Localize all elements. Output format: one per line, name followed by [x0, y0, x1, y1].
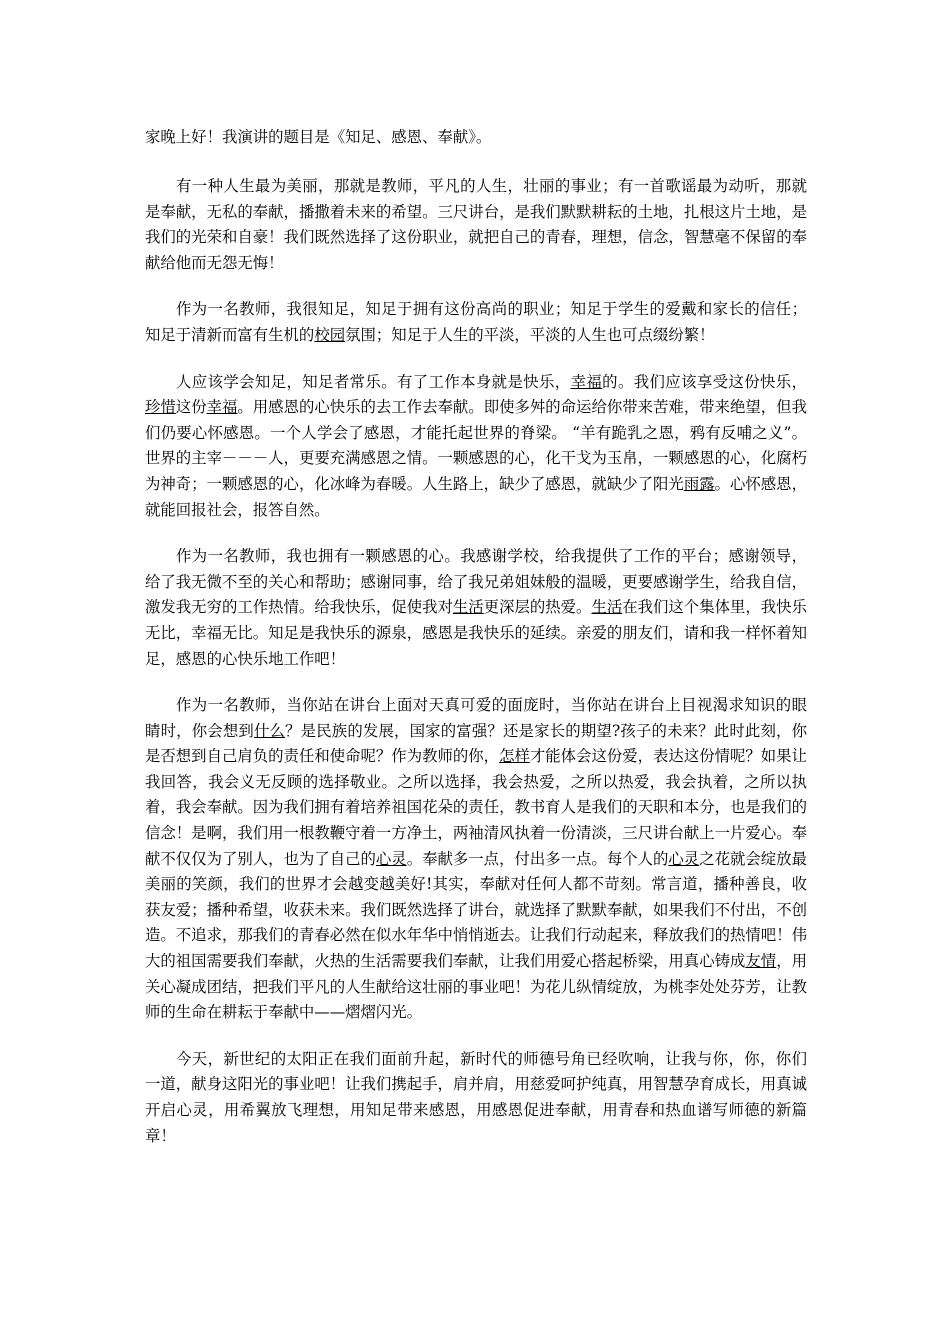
underlined-link[interactable]: 生活 — [452, 598, 484, 617]
paragraph — [145, 693, 807, 1026]
paragraph — [145, 544, 807, 672]
paragraph-text: 今天，新世纪的太阳正在我们面前升起，新时代的师德号角已经吹响，让我与你，你，你们一道，献身这阳光的事业吧！让我们携起手，肩并肩，用慈爱呵护纯真，用智慧孕育成长，用真诚开启心灵，用希翼放飞理想，用知足带来感恩，用感恩促进奉献，用青春和热血谱写师德的新篇章！ — [145, 1049, 807, 1145]
paragraph-text: 之花就会绽放最美丽的笑颜，我们的世界才会越变越美好!其实，奉献对任何人都不苛刻。常言道，播种善良，收获友爱；播种希望，收获未来。我们既然选择了讲台，就选择了默默奉献，如果我们不付出，不创造。不追求，那我们的青春必然在似水年华中悄悄逝去。让我们行动起来，释放我们的热情吧！伟大的祖国需要我们奉献，火热的生活需要我们奉献，让我们用爱心搭起桥梁，用真心铸成 — [145, 849, 807, 971]
paragraph-text: 。用感恩的心快乐的去工作去奉献。即使多舛的命运给你带来苦难，带来绝望，但我们仍要心怀感恩。一个人学会了感恩，才能托起世界的脊梁。 “羊有跪乳之恩，鸦有反哺之义”。世界的主宰－－－人，更要充满感恩之情。一颗感恩的心，化干戈为玉帛，一颗感恩的心，化腐朽为神奇；一颗感恩的心，化冰峰为春暖。人生路上，缺少了感恩，就缺少了阳光 — [145, 398, 807, 493]
paragraph — [145, 370, 807, 524]
paragraph-text: 这份 — [175, 398, 207, 417]
paragraph-text: ，用关心凝成团结，把我们平凡的人生献给这壮丽的事业吧！为花儿纵情绽放，为桃李处处芬芳，让教师的生命在耕耘于奉献中——熠熠闪光。 — [145, 952, 807, 1022]
paragraph-text: 有一种人生最为美丽，那就是教师，平凡的人生，壮丽的事业；有一首歌谣最为动听，那就是奉献，无私的奉献，播撒着未来的希望。三尺讲台，是我们默默耕耘的土地，扎根这片土地，是我们的光荣和自豪！我们既然选择了这份职业，就把自己的青春，理想，信念，智慧毫不保留的奉献给他而无怨无悔！ — [145, 177, 807, 272]
paragraph — [145, 297, 807, 348]
underlined-link[interactable]: 心灵 — [375, 849, 407, 868]
underlined-link[interactable]: 友情 — [745, 952, 777, 971]
paragraph-text: 。心怀感恩，就能回报社会，报答自然。 — [145, 474, 807, 519]
paragraph-text: 在我们这个集体里，我快乐无比，幸福无比。知足是我快乐的源泉，感恩是我快乐的延续。亲爱的朋友们，请和我一样怀着知足，感恩的心快乐地工作吧！ — [145, 598, 807, 668]
underlined-link[interactable]: 心灵 — [668, 849, 700, 868]
underlined-link[interactable]: 雨露 — [683, 474, 715, 493]
paragraph-text: 作为一名教师，我很知足，知足于拥有这份高尚的职业；知足于学生的爱戴和家长的信任；知足于清新而富有生机的 — [145, 300, 807, 344]
greeting-line: 家晚上好！我演讲的题目是《知足、感恩、奉献》。 — [145, 128, 492, 146]
paragraph-text: 人应该学会知足，知足者常乐。有了工作本身就是快乐， — [176, 372, 571, 391]
paragraph-text: ？是民族的发展，国家的富强？还是家长的期望?孩子的未来？此时此刻，你是否想到自己肩负的责任和使命呢？作为教师的你， — [145, 721, 807, 766]
underlined-link[interactable]: 幸福 — [570, 372, 603, 391]
paragraph-text: 作为一名教师，我也拥有一颗感恩的心。我感谢学校，给我提供了工作的平台；感谢领导，给了我无微不至的关心和帮助；感谢同事，给了我兄弟姐妹般的温暖，更要感谢学生，给我自信，激发我无穷的工作热情。给我快乐，促使我对 — [145, 547, 807, 617]
paragraph-text: 氛围；知足于人生的平淡，平淡的人生也可点缀纷繁！ — [345, 325, 715, 344]
paragraph-text: 。奉献多一点，付出多一点。每个人的 — [406, 849, 669, 868]
paragraph-text: 更深层的热爱。 — [483, 598, 592, 617]
underlined-link[interactable]: 珍惜 — [145, 398, 176, 417]
underlined-link[interactable]: 幸福 — [206, 398, 238, 417]
underlined-link[interactable]: 什么 — [253, 721, 286, 740]
paragraph — [145, 174, 807, 276]
paragraph-text: 作为一名教师，当你站在讲台上面对天真可爱的面庞时，当你站在讲台上目视渴求知识的眼睛时，你会想到 — [145, 696, 807, 740]
underlined-link[interactable]: 校园 — [314, 325, 346, 344]
underlined-link[interactable]: 生活 — [591, 598, 623, 617]
paragraph — [145, 1047, 807, 1149]
paragraph-text: 才能体会这份爱，表达这份情呢？如果让我回答，我会义无反顾的选择敬业。之所以选择，我会热爱，之所以热爱，我会执着，之所以执着，我会奉献。因为我们拥有着培养祖国花朵的责任，教书育人是我们的天职和本分，也是我们的信念！是啊，我们用一根教鞭守着一方净土，两袖清风执着一份清淡，三尺讲台献上一片爱心。奉献不仅仅为了别人，也为了自己的 — [145, 747, 807, 868]
paragraph-text: 的。我们应该享受这份快乐， — [602, 372, 807, 391]
underlined-link[interactable]: 怎样 — [499, 747, 530, 766]
